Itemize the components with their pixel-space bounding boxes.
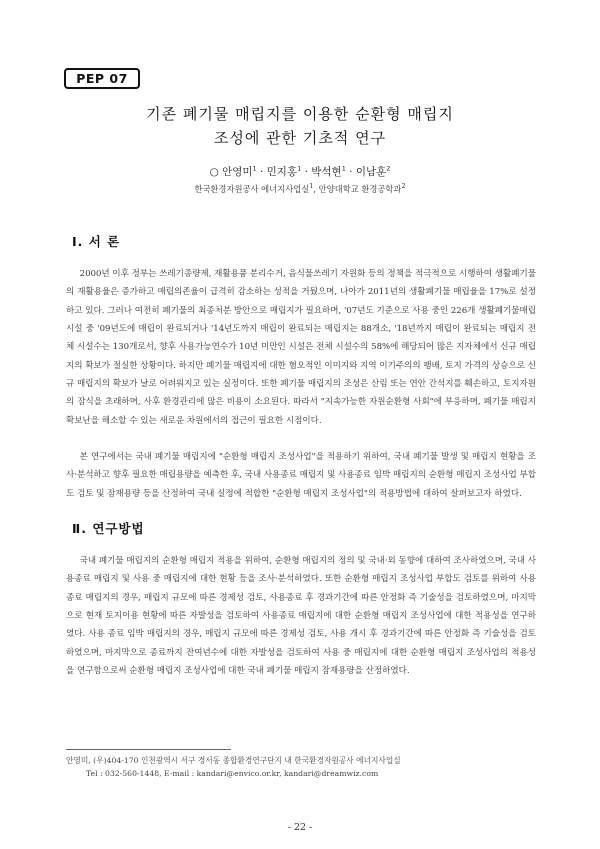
author-affil-mark: 1 [297,164,302,173]
footnote-divider [66,749,231,750]
author-affil-mark: 2 [386,164,391,173]
page-number: - 22 - [287,822,313,833]
section-heading-methods: Ⅱ. 연구방법 [72,521,145,536]
affiliation-2: , 안양대학교 환경공학과 [313,183,402,194]
author-affil-mark: 1 [252,164,257,173]
affiliation-mark: 1 [309,182,314,190]
author-name: 민지홍 [266,166,298,178]
author-marker: ○ [209,166,223,178]
affiliation-line [0,182,600,195]
author-list [0,164,600,179]
affiliation-1: 한국환경자원공사 에너지사업실 [194,183,310,194]
methods-paragraph: 국내 폐기물 매립지의 순환형 매립지 적용을 위하여, 순환형 매립지의 정의 및 국내·외 동향에 대하여 조사하였으며, 국내 사용종료 매립지 및 사용 중 매립지에 대한 현황 등을 조사·분석하였다. 또한 순환형 매립지 조성사업 부합도 검토를 위하여 사용종료 매립지의 경우, 매립지 규모에 따른 경제성 검토, 사용종료 후 경과기간에 따른 안정화 즉 기술성을 검토하였으며, 마지막으로 현재 토지이용 현황에 따른 자발성을 검토하여 사용종료 매립지에 대한 순환형 매립지 조성사업에 대한 적용성을 연구하였다. 사용 종료 임박 매립지의 경우, 매립지 규모에 따른 경제성 검토, 사용 개시 후 경과기간에 따른 안정화 즉 기술성을 검토하였으며, 마지막으로 종료까지 잔여년수에 대한 자발성을 검토하여 사용 중 매립지에 대한 순환형 매립지 조성사업의 적용성을 연구함으로써 순환형 매립지 조성사업에 대한 국내 폐기물 매립지 잠재용량을 산정하였다. [66,556,536,677]
paper-title-line1: 기존 폐기물 매립지를 이용한 순환형 매립지 [146,105,454,123]
paper-title-line2: 조성에 관한 기초적 연구 [213,129,387,147]
intro-paragraph-1: 2000년 이후 정부는 쓰레기종량제, 재활용품 분리수거, 음식물쓰레기 자원화 등의 정책을 적극적으로 시행하여 생활폐기물의 재활용율은 증가하고 매립의존율이 급격히 감소하는 성적을 거뒀으며, 나아가 2011년의 생활폐기물 매립율을 17%로 설정하고 있다. 그러나 여전히 폐기물의 최종처분 방안으로 매립지가 필요하며, '07년도 기준으로 사용 중인 226개 생활폐기물매립시설 중 '09년도에 매립이 완료되거나 '14년도까지 매립이 완료되는 매립지는 88개소, '18년까지 매립이 완료되는 매립지 전체 시설수는 130개로서, 향후 사용가능연수가 10년 미만인 시설은 전체 시설수의 58%에 해당되어 많은 지자체에서 신규 매립지의 확보가 절실한 상황이다. 하지만 폐기물 매립지에 대한 혐오적인 이미지와 지역 이기주의의 팽배, 토지 가격의 상승으로 신규 매립지의 확보가 날로 어려워지고 있는 실정이다. 또한 폐기물 매립지의 조성은 산림 또는 연안 간석지를 훼손하고, 토지자원의 잠식을 초래하며, 사후 환경관리에 많은 비용이 소요된다. 따라서 "지속가능한 자원순환형 사회"에 부응하며, 폐기물 매립지 확보난을 해소할 수 있는 새로운 차원에서의 접근이 필요한 시점이다. [66,269,536,426]
session-badge: PEP 07 [64,68,140,89]
author-separator: · [345,166,356,178]
author-separator: · [301,166,312,178]
author-name: 박석현 [311,166,342,178]
author-name: 안영미 [222,166,253,178]
intro-paragraph-2: 본 연구에서는 국내 폐기물 매립지에 "순환형 매립지 조성사업"을 적용하기 위하여, 국내 폐기물 발생 및 매립지 현황을 조사·분석하고 향후 필요한 매립용량을 예측한 후, 국내 사용종료 매립지 및 사용종료 임박 매립지의 순환형 매립지 조성사업 부합도 검토 및 잠재용량 등을 산정하여 국내 실정에 적합한 "순환형 매립지 조성사업"의 적용방법에 대하여 살펴보고자 하였다. [66,452,536,499]
author-separator: · [256,166,267,178]
author-name: 이남훈 [355,166,387,178]
author-affil-mark: 1 [341,164,346,173]
footnote-address: 안영미, (우)404-170 인천광역시 서구 경서동 종합환경연구단지 내 한국환경자원공사 에너지사업실 [66,756,401,765]
affiliation-mark: 2 [401,182,406,190]
section-heading-introduction: Ⅰ. 서 론 [72,234,121,249]
footnote-contact: Tel : 032-560-1448, E-mail : kandari@envico.or.kr, kandari@dreamwiz.com [86,769,379,778]
